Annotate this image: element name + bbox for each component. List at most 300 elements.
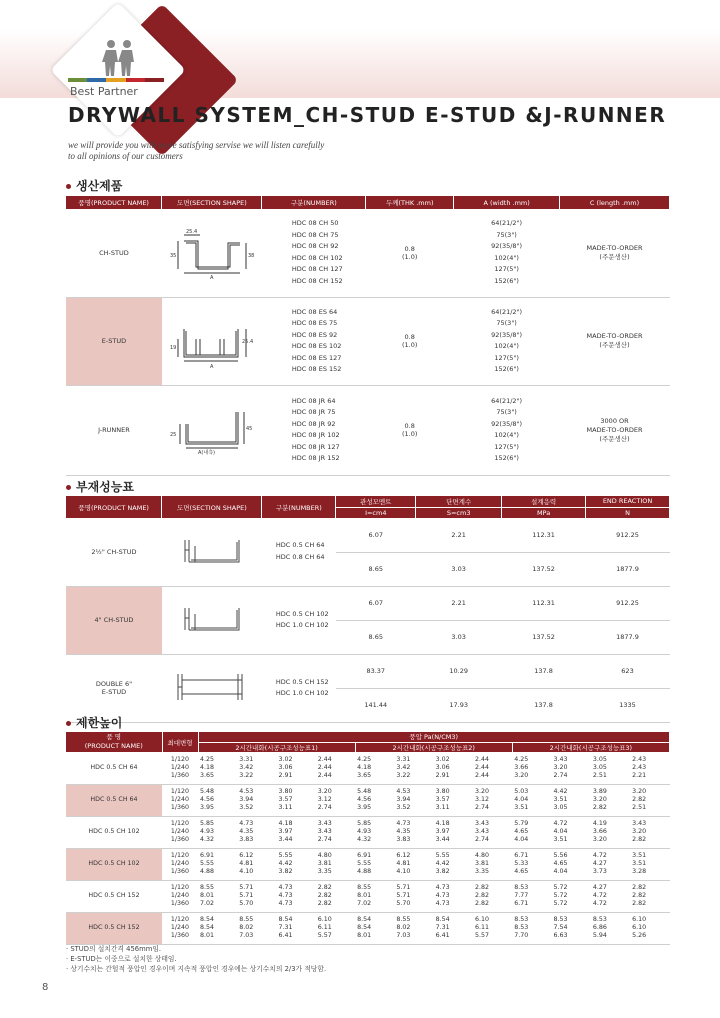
deflection-item: 1/360 <box>170 771 190 779</box>
value: 5.48 <box>357 788 372 795</box>
value-cell: 912.25 <box>586 586 670 620</box>
col-header: 도면(SECTION SHAPE) <box>162 496 262 518</box>
col-header: 구분(NUMBER) <box>262 496 336 518</box>
value-cell <box>591 816 630 848</box>
value: 3.44 <box>435 836 450 843</box>
value: 7.70 <box>514 932 529 939</box>
value: 5.94 <box>592 932 607 939</box>
value: 3.20 <box>592 836 607 843</box>
width-item: 75(3") <box>496 408 517 416</box>
value-cell: 623 <box>586 654 670 688</box>
value-cell <box>316 752 355 784</box>
col-header: 풍압 Pa(N/CM3) <box>198 732 670 742</box>
value: 5.71 <box>239 892 254 899</box>
group-header: 2시간내화(시공구조성능표3) <box>512 742 669 752</box>
value: 8.54 <box>278 916 293 923</box>
value: 3.20 <box>317 788 332 795</box>
value: 2.44 <box>317 771 332 779</box>
deflection-list <box>162 816 198 848</box>
value: 4.53 <box>396 788 411 795</box>
ch-stud-section-icon <box>177 536 247 566</box>
value: 2.74 <box>553 771 568 779</box>
value-cell <box>394 816 433 848</box>
width-item: 152(6") <box>494 454 519 462</box>
value: 5.70 <box>396 900 411 907</box>
table-row <box>66 518 670 552</box>
page-number: 8 <box>42 982 49 993</box>
value-cell <box>630 912 669 944</box>
value: 4.25 <box>514 755 529 763</box>
value: 3.51 <box>514 804 529 811</box>
value-cell <box>277 784 316 816</box>
length <box>560 297 670 385</box>
color-swatch <box>87 78 106 82</box>
value: 3.20 <box>514 771 529 779</box>
value: 4.73 <box>278 884 293 891</box>
number-item: HDC 08 CH 50 <box>291 219 339 228</box>
value: 2.82 <box>474 884 489 891</box>
col-header: C (length .mm) <box>560 196 670 209</box>
value: 2.82 <box>317 900 332 907</box>
value: 3.94 <box>396 796 411 803</box>
value: 4.73 <box>435 892 450 899</box>
color-swatch <box>126 78 145 82</box>
value-cell <box>473 784 512 816</box>
col-header: 관성모멘트 <box>336 496 416 507</box>
value: 4.73 <box>396 820 411 827</box>
value-cell <box>394 848 433 880</box>
value: 8.54 <box>200 924 215 931</box>
value-cell <box>434 880 473 912</box>
width-item: 152(6") <box>494 276 519 285</box>
value-cell: 1877.9 <box>586 552 670 586</box>
value: 3.44 <box>278 836 293 843</box>
section-shape <box>162 209 262 297</box>
value: 2.82 <box>632 900 647 907</box>
value: 3.43 <box>474 820 489 827</box>
number-item: HDC 08 CH 102 <box>291 253 343 262</box>
value-cell <box>434 816 473 848</box>
value: 2.44 <box>474 755 489 763</box>
deflection-list <box>162 848 198 880</box>
value-cell <box>237 912 276 944</box>
value-cell <box>355 880 394 912</box>
value: 2.91 <box>435 771 450 779</box>
value: 7.31 <box>278 924 293 931</box>
value: 3.05 <box>592 763 607 771</box>
value: 2.91 <box>278 771 293 779</box>
value: 3.81 <box>317 860 332 867</box>
value-cell <box>434 912 473 944</box>
value-cell <box>552 752 591 784</box>
number-list <box>262 654 336 722</box>
value: 6.41 <box>435 932 450 939</box>
value-cell <box>630 816 669 848</box>
value: 8.01 <box>200 892 215 899</box>
value: 2.82 <box>317 884 332 891</box>
deflection-item: 1/240 <box>170 892 190 899</box>
product-name <box>66 518 162 586</box>
col-header: 도면(SECTION SHAPE) <box>162 196 262 209</box>
value: 6.63 <box>553 932 568 939</box>
table-row <box>66 912 670 944</box>
product-name: HDC 0.5 CH 64 <box>66 784 162 816</box>
deflection-item: 1/120 <box>170 884 190 891</box>
value: 4.04 <box>514 836 529 843</box>
section-title-height-limit: 제한높이 <box>66 714 122 731</box>
value-cell <box>198 880 237 912</box>
number-item: HDC 1.0 CH 102 <box>275 621 329 629</box>
value: 8.54 <box>357 924 372 931</box>
number-item: HDC 08 ES 127 <box>291 353 342 362</box>
value: 2.82 <box>632 796 647 803</box>
value: 6.41 <box>278 932 293 939</box>
value-cell <box>277 752 316 784</box>
value: 3.20 <box>632 828 647 835</box>
value: 5.33 <box>514 860 529 867</box>
deflection-item: 1/360 <box>170 868 190 875</box>
width-item: 92(35/8") <box>491 419 523 428</box>
value: 3.57 <box>278 796 293 803</box>
value-cell <box>355 816 394 848</box>
value: 4.80 <box>317 852 332 859</box>
value-cell <box>394 752 433 784</box>
value: 5.55 <box>357 860 372 867</box>
dim-label: 35 <box>169 252 177 259</box>
value-cell: 2.21 <box>416 518 502 552</box>
number-item: HDC 1.0 CH 102 <box>275 689 329 697</box>
value: 3.66 <box>592 828 607 835</box>
value-cell <box>512 816 551 848</box>
value: 3.65 <box>357 771 372 779</box>
value: 6.11 <box>474 924 489 931</box>
value: 3.73 <box>592 868 607 875</box>
value-cell <box>434 784 473 816</box>
value-cell <box>237 784 276 816</box>
value: 8.55 <box>396 916 411 923</box>
section-title-performance: 부재성능표 <box>66 478 134 495</box>
value-cell: 2.21 <box>416 586 502 620</box>
performance-table <box>66 496 670 723</box>
value: 4.27 <box>592 884 607 891</box>
value-cell <box>355 784 394 816</box>
value-cell: 17.93 <box>416 688 502 722</box>
value: 4.81 <box>396 860 411 867</box>
width-list <box>454 209 560 297</box>
number-item: HDC 08 CH 75 <box>291 230 339 239</box>
value-cell: 137.8 <box>502 654 586 688</box>
value: 4.72 <box>592 852 607 859</box>
deflection-list <box>162 752 198 784</box>
value: 4.65 <box>514 828 529 835</box>
value: 8.53 <box>592 916 607 923</box>
value: 2.44 <box>474 771 489 779</box>
value: 2.21 <box>632 771 647 779</box>
value: 4.42 <box>435 860 450 867</box>
value: 6.91 <box>357 852 372 859</box>
product-name: CH-STUD <box>66 209 162 297</box>
value: 6.11 <box>317 924 332 931</box>
value-cell <box>552 816 591 848</box>
value: 4.25 <box>200 755 215 763</box>
number-item: HDC 08 ES 75 <box>291 319 338 327</box>
number-item: HDC 08 CH 127 <box>291 265 343 274</box>
value: 6.86 <box>592 924 607 931</box>
value-cell <box>434 848 473 880</box>
value: 2.82 <box>474 892 489 899</box>
value: 6.91 <box>200 852 215 859</box>
section-title-products: 생산제품 <box>66 177 122 194</box>
value: 3.28 <box>632 868 647 875</box>
value: 3.11 <box>278 804 293 811</box>
value: 4.81 <box>239 860 254 867</box>
value-cell <box>512 912 551 944</box>
value-cell <box>552 784 591 816</box>
number-item: HDC 08 JR 92 <box>291 419 336 428</box>
width-item: 152(6") <box>494 365 519 373</box>
value-cell <box>552 848 591 880</box>
value: 3.20 <box>474 788 489 795</box>
thk-value: 0.8 <box>404 244 415 253</box>
value: 5.72 <box>553 892 568 899</box>
col-header: 최대변형 <box>162 732 198 752</box>
value: 5.70 <box>239 900 254 907</box>
value-cell: 6.07 <box>336 518 416 552</box>
product-name <box>66 654 162 722</box>
value: 4.42 <box>553 788 568 795</box>
value-cell <box>198 784 237 816</box>
product-name-text: 4" CH-STUD <box>94 616 134 624</box>
dim-label: 45 <box>245 426 253 432</box>
value: 2.44 <box>317 755 332 763</box>
length <box>560 385 670 475</box>
value-cell <box>316 880 355 912</box>
subtitle-line-1: we will provide you with more satisfying servise we will listen carefully <box>68 140 325 150</box>
value-cell <box>277 880 316 912</box>
value: 3.02 <box>278 755 293 763</box>
col-header-text: (PRODUCT NAME) <box>84 742 143 750</box>
value: 4.18 <box>200 763 215 771</box>
value-cell <box>630 848 669 880</box>
value-cell: 83.37 <box>336 654 416 688</box>
value: 3.52 <box>239 804 254 811</box>
value: 3.51 <box>553 796 568 803</box>
value-cell <box>512 752 551 784</box>
dim-label: 25 <box>169 432 177 438</box>
value-cell <box>591 880 630 912</box>
ch-stud-shape-icon <box>169 228 255 281</box>
unit-header: N <box>586 507 670 518</box>
value: 4.88 <box>200 868 215 875</box>
table-row <box>66 586 670 620</box>
number-list <box>262 586 336 654</box>
value: 3.95 <box>357 804 372 811</box>
product-name-text: 2½" CH-STUD <box>91 547 137 556</box>
value: 6.12 <box>239 852 254 859</box>
length-line: 3000 OR <box>600 416 629 425</box>
thickness <box>366 297 454 385</box>
value: 3.20 <box>632 788 647 795</box>
notes <box>66 944 326 974</box>
value: 3.05 <box>592 755 607 763</box>
value-cell <box>630 880 669 912</box>
deflection-item: 1/120 <box>170 820 190 827</box>
value-cell: 137.52 <box>502 552 586 586</box>
value: 5.85 <box>200 820 215 827</box>
value: 5.26 <box>632 932 647 939</box>
value-cell: 1877.9 <box>586 620 670 654</box>
deflection-item: 1/120 <box>170 788 190 795</box>
value-cell <box>198 912 237 944</box>
value: 2.82 <box>474 900 489 907</box>
subtitle-line-2: to all opinions of our customers <box>68 151 183 161</box>
dim-label: A(내측) <box>197 450 215 456</box>
value-cell <box>198 752 237 784</box>
value: 3.02 <box>435 755 450 763</box>
number-item: HDC 08 CH 92 <box>291 242 339 251</box>
deflection-item: 1/360 <box>170 932 190 939</box>
value: 2.51 <box>632 804 647 811</box>
number-item: HDC 0.5 CH 102 <box>275 609 329 618</box>
value: 8.54 <box>435 916 450 923</box>
value-cell: 112.31 <box>502 586 586 620</box>
deflection-item: 1/360 <box>170 804 190 811</box>
value-cell <box>591 752 630 784</box>
col-header: 설계응력 <box>502 496 586 507</box>
value: 3.57 <box>435 796 450 803</box>
width-list <box>454 385 560 475</box>
unit-header: I=cm4 <box>336 507 416 518</box>
length-line: MADE-TO-ORDER <box>586 425 643 434</box>
col-header: A (width .mm) <box>454 196 560 209</box>
value: 6.10 <box>474 916 489 923</box>
page-title: DRYWALL SYSTEM_CH-STUD E-STUD &J-RUNNER <box>68 103 667 127</box>
value-cell: 3.03 <box>416 552 502 586</box>
value: 2.43 <box>632 763 647 771</box>
product-name-text: DOUBLE 6" <box>95 680 133 688</box>
product-name: J-RUNNER <box>66 385 162 475</box>
value: 4.73 <box>435 900 450 907</box>
value: 7.54 <box>553 924 568 931</box>
value: 8.02 <box>396 924 411 931</box>
value: 4.93 <box>357 828 372 835</box>
value: 3.80 <box>435 788 450 795</box>
number-item: HDC 08 JR 75 <box>291 408 336 416</box>
value: 3.11 <box>435 804 450 811</box>
value: 7.02 <box>357 900 372 907</box>
value-cell <box>591 784 630 816</box>
value-cell: 912.25 <box>586 518 670 552</box>
value: 7.77 <box>514 892 529 899</box>
width-item: 127(5") <box>494 353 519 362</box>
value: 3.12 <box>474 796 489 803</box>
col-header: 품명(PRODUCT NAME) <box>66 496 162 518</box>
section-shape <box>162 586 262 654</box>
value: 3.51 <box>632 860 647 867</box>
value: 3.35 <box>317 868 332 875</box>
deflection-item: 1/360 <box>170 836 190 843</box>
value: 3.06 <box>435 763 450 771</box>
value-cell <box>198 816 237 848</box>
value-cell <box>237 880 276 912</box>
height-limit-table <box>66 732 670 945</box>
value: 4.56 <box>200 796 215 803</box>
value-cell <box>237 848 276 880</box>
value: 6.10 <box>317 916 332 923</box>
j-runner-shape-icon <box>170 406 254 454</box>
thk-value-alt: (1.0) <box>402 341 418 349</box>
value: 3.31 <box>239 755 254 763</box>
value: 2.82 <box>317 892 332 899</box>
value: 3.95 <box>200 804 215 811</box>
deflection-list <box>162 784 198 816</box>
value: 4.04 <box>514 796 529 803</box>
width-item: 102(4") <box>494 342 519 350</box>
deflection-item: 1/360 <box>170 900 190 907</box>
value: 5.56 <box>553 852 568 859</box>
value: 8.55 <box>239 916 254 923</box>
thk-value: 0.8 <box>404 422 415 430</box>
value: 3.82 <box>435 868 450 875</box>
number-list <box>262 297 366 385</box>
value: 2.44 <box>317 763 332 771</box>
value-cell <box>237 816 276 848</box>
width-item: 64(21/2") <box>491 219 523 228</box>
number-item: HDC 08 JR 152 <box>291 454 340 462</box>
value: 3.05 <box>553 804 568 811</box>
value: 4.27 <box>592 860 607 867</box>
number-item: HDC 08 ES 152 <box>291 365 342 373</box>
note-line: · E-STUD는 이중으로 설치한 상태임. <box>66 955 177 963</box>
value-cell <box>473 816 512 848</box>
value: 6.10 <box>632 924 647 931</box>
thickness <box>366 385 454 475</box>
value: 4.65 <box>553 860 568 867</box>
value: 4.25 <box>357 755 372 763</box>
width-item: 127(5") <box>494 265 519 274</box>
value: 4.56 <box>357 796 372 803</box>
value: 4.88 <box>357 868 372 875</box>
col-header: 두께(THK .mm) <box>366 196 454 209</box>
thk-value-alt: (1.0) <box>402 430 418 438</box>
value: 6.12 <box>396 852 411 859</box>
value: 4.32 <box>200 836 215 843</box>
value: 8.53 <box>514 916 529 923</box>
value: 5.71 <box>396 884 411 891</box>
value: 6.71 <box>514 852 529 859</box>
value-cell <box>630 752 669 784</box>
width-item: 102(4") <box>494 253 519 262</box>
length-line: (주문생산) <box>599 434 630 443</box>
value: 2.51 <box>592 771 607 779</box>
value: 5.55 <box>278 852 293 859</box>
value: 8.54 <box>200 916 215 923</box>
value: 3.94 <box>239 796 254 803</box>
value: 3.12 <box>317 796 332 803</box>
product-name: HDC 0.5 CH 152 <box>66 912 162 944</box>
length-line: (주문생산) <box>599 341 630 349</box>
value-cell <box>316 848 355 880</box>
value: 8.54 <box>357 916 372 923</box>
value: 5.79 <box>514 820 529 827</box>
value: 7.03 <box>396 932 411 939</box>
ch-stud-section-icon <box>177 604 247 634</box>
number-item: HDC 0.5 CH 64 <box>275 541 325 550</box>
width-item: 64(21/2") <box>491 396 523 405</box>
value-cell <box>512 848 551 880</box>
value: 7.31 <box>435 924 450 931</box>
value: 8.01 <box>357 932 372 939</box>
